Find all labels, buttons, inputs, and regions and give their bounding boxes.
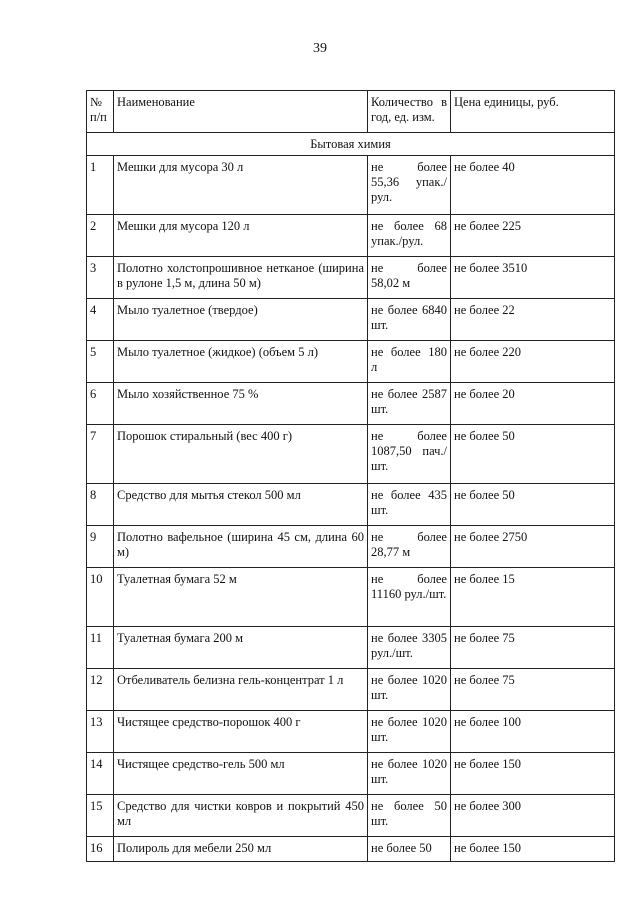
table-row — [87, 299, 615, 341]
row-price: не более 50 — [451, 484, 615, 526]
row-price: не более 40 — [451, 156, 615, 215]
row-name: Туалетная бумага 52 м — [114, 568, 368, 627]
goods-table — [86, 90, 615, 862]
table-row — [87, 257, 615, 299]
table-row — [87, 341, 615, 383]
row-num: 10 — [87, 568, 114, 627]
page-number: 39 — [313, 41, 327, 56]
row-price: не более 75 — [451, 669, 615, 711]
header-name: Наименование — [114, 91, 368, 133]
row-num: 4 — [87, 299, 114, 341]
row-qty: не более 28,77 м — [368, 526, 451, 568]
row-price: не более 100 — [451, 711, 615, 753]
table-header-row — [87, 91, 615, 133]
table-row — [87, 669, 615, 711]
table-row — [87, 526, 615, 568]
table-row — [87, 156, 615, 215]
section-title: Бытовая химия — [87, 133, 615, 156]
row-num: 11 — [87, 627, 114, 669]
row-price: не более 15 — [451, 568, 615, 627]
row-name: Мыло туалетное (жидкое) (объем 5 л) — [114, 341, 368, 383]
table-row — [87, 425, 615, 484]
table-row — [87, 837, 615, 862]
row-price: не более 150 — [451, 753, 615, 795]
row-qty: не более 3305 рул./шт. — [368, 627, 451, 669]
row-price: не более 225 — [451, 215, 615, 257]
row-qty: не более 1020 шт. — [368, 753, 451, 795]
row-name: Мешки для мусора 30 л — [114, 156, 368, 215]
row-name: Порошок стиральный (вес 400 г) — [114, 425, 368, 484]
row-qty: не более 11160 рул./шт. — [368, 568, 451, 627]
row-num: 8 — [87, 484, 114, 526]
row-num: 2 — [87, 215, 114, 257]
row-num: 7 — [87, 425, 114, 484]
row-name: Мыло туалетное (твердое) — [114, 299, 368, 341]
row-price: не более 2750 — [451, 526, 615, 568]
row-qty: не более 180 л — [368, 341, 451, 383]
row-qty: не более 2587 шт. — [368, 383, 451, 425]
row-name: Чистящее средство-порошок 400 г — [114, 711, 368, 753]
row-num: 1 — [87, 156, 114, 215]
row-num: 3 — [87, 257, 114, 299]
row-price: не более 75 — [451, 627, 615, 669]
row-qty: не более 58,02 м — [368, 257, 451, 299]
row-qty: не более 50 шт. — [368, 795, 451, 837]
table-row — [87, 711, 615, 753]
row-qty: не более 435 шт. — [368, 484, 451, 526]
header-num: № п/п — [87, 91, 114, 133]
row-qty: не более 50 — [368, 837, 451, 862]
row-name: Мешки для мусора 120 л — [114, 215, 368, 257]
row-price: не более 50 — [451, 425, 615, 484]
row-num: 15 — [87, 795, 114, 837]
header-price: Цена единицы, руб. — [451, 91, 615, 133]
row-name: Полотно вафельное (ширина 45 см, длина 60 м) — [114, 526, 368, 568]
row-num: 9 — [87, 526, 114, 568]
table-row — [87, 484, 615, 526]
row-qty: не более 1087,50 пач./шт. — [368, 425, 451, 484]
table-row — [87, 627, 615, 669]
row-qty: не более 68 упак./рул. — [368, 215, 451, 257]
row-name: Мыло хозяйственное 75 % — [114, 383, 368, 425]
row-name: Средство для чистки ковров и покрытий 450 мл — [114, 795, 368, 837]
table-row — [87, 795, 615, 837]
row-price: не более 220 — [451, 341, 615, 383]
row-num: 12 — [87, 669, 114, 711]
row-qty: не более 6840 шт. — [368, 299, 451, 341]
row-name: Чистящее средство-гель 500 мл — [114, 753, 368, 795]
row-qty: не более 1020 шт. — [368, 711, 451, 753]
row-price: не более 3510 — [451, 257, 615, 299]
row-price: не более 150 — [451, 837, 615, 862]
row-name: Полироль для мебели 250 мл — [114, 837, 368, 862]
row-price: не более 300 — [451, 795, 615, 837]
table-row — [87, 383, 615, 425]
header-qty: Количество в год, ед. изм. — [368, 91, 451, 133]
table-row — [87, 753, 615, 795]
row-qty: не более 1020 шт. — [368, 669, 451, 711]
row-qty: не более 55,36 упак./рул. — [368, 156, 451, 215]
row-name: Туалетная бумага 200 м — [114, 627, 368, 669]
row-num: 6 — [87, 383, 114, 425]
row-price: не более 22 — [451, 299, 615, 341]
row-price: не более 20 — [451, 383, 615, 425]
row-name: Отбеливатель белизна гель-концентрат 1 л — [114, 669, 368, 711]
row-num: 14 — [87, 753, 114, 795]
row-num: 13 — [87, 711, 114, 753]
section-row — [87, 133, 615, 156]
table-row — [87, 215, 615, 257]
row-num: 5 — [87, 341, 114, 383]
row-name: Полотно холстопрошивное нетканое (ширина в рулоне 1,5 м, длина 50 м) — [114, 257, 368, 299]
row-name: Средство для мытья стекол 500 мл — [114, 484, 368, 526]
table-row — [87, 568, 615, 627]
row-num: 16 — [87, 837, 114, 862]
